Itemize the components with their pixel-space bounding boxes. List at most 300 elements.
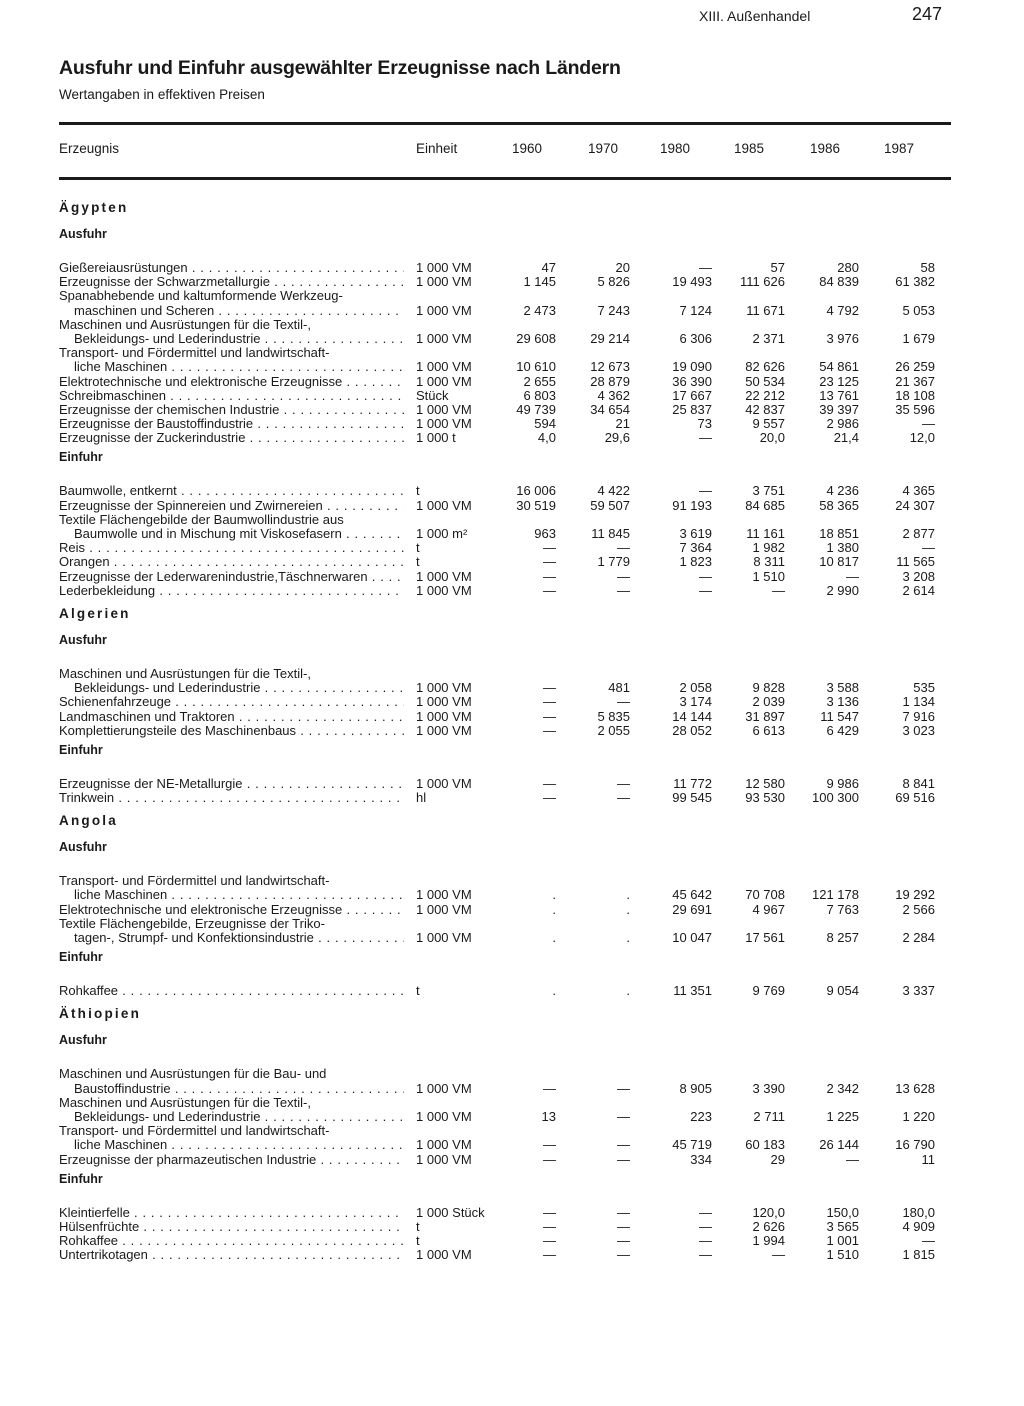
value-cell: — — [543, 1218, 556, 1234]
product-name: Schienenfahrzeuge . . . — [59, 695, 404, 709]
value-cell: — — [617, 582, 630, 598]
spacer — [0, 470, 1024, 484]
value-cell: 3 208 — [902, 568, 935, 584]
value-cell: 5 826 — [597, 274, 630, 290]
value-cell: 9 054 — [826, 983, 859, 999]
value-cell: — — [543, 554, 556, 570]
column-header-year: 1986 — [810, 141, 841, 156]
flow-heading: Einfuhr — [59, 950, 103, 965]
table-row — [0, 513, 1024, 527]
country-heading: Angola — [59, 813, 118, 829]
spacer — [0, 1053, 1024, 1067]
table-row — [0, 332, 1024, 346]
spacer — [0, 247, 1024, 261]
value-cell: 1 823 — [679, 554, 712, 570]
value-cell: — — [617, 1108, 630, 1124]
value-cell: 29 214 — [590, 330, 630, 346]
value-cell: 3 619 — [679, 526, 712, 541]
product-name: Transport- und Fördermittel und landwirtschaft- — [59, 346, 330, 361]
value-cell: 82 626 — [745, 359, 785, 375]
product-name: Elektrotechnische und elektronische Erzeugnisse . . . — [59, 375, 404, 389]
table-row — [0, 1096, 1024, 1110]
unit-cell: 1 000 VM — [416, 497, 472, 513]
value-cell: 26 259 — [895, 359, 935, 375]
product-name: Landmaschinen und Traktoren . . . — [59, 710, 404, 724]
value-cell: — — [617, 1080, 630, 1096]
value-cell: 8 311 — [753, 554, 785, 570]
unit-cell: Stück — [416, 387, 449, 403]
value-cell: 20 — [615, 260, 630, 275]
table-row — [0, 346, 1024, 360]
unit-cell: 1 000 VM — [416, 568, 472, 584]
unit-cell: 1 000 VM — [416, 887, 472, 903]
value-cell: 535 — [913, 680, 935, 696]
section-title: XIII. Außenhandel — [699, 8, 811, 24]
table-row — [0, 724, 1024, 738]
value-cell: 3 588 — [826, 680, 859, 696]
value-cell: 22 212 — [745, 387, 785, 403]
value-cell: — — [617, 568, 630, 584]
table-row — [0, 1082, 1024, 1096]
table-row — [0, 710, 1024, 724]
value-cell: 2 626 — [752, 1218, 785, 1234]
table-row — [0, 403, 1024, 417]
value-cell: — — [617, 1137, 630, 1153]
unit-cell: t — [416, 554, 420, 570]
value-cell: 69 516 — [895, 790, 935, 806]
value-cell: 9 769 — [752, 983, 785, 999]
value-cell: 99 545 — [672, 790, 712, 806]
value-cell: 73 — [697, 416, 712, 432]
value-cell: 36 390 — [672, 373, 712, 389]
value-cell: 12 580 — [745, 775, 785, 791]
unit-cell: 1 000 VM — [416, 582, 472, 598]
table-row — [0, 681, 1024, 695]
product-name: Orangen . . . — [59, 555, 404, 569]
product-name: Baustoffindustrie . . . — [74, 1082, 404, 1096]
product-name: Erzeugnisse der Spinnereien und Zwirnereien . . . — [59, 499, 404, 513]
table-row — [0, 289, 1024, 303]
product-name: Erzeugnisse der chemischen Industrie . . . — [59, 403, 404, 417]
value-cell: 2 473 — [523, 302, 556, 318]
value-cell: 14 144 — [672, 708, 712, 724]
value-cell: 17 667 — [672, 387, 712, 403]
table-row — [0, 1206, 1024, 1220]
product-name: tagen-, Strumpf- und Konfektionsindustrie . . . — [74, 931, 404, 945]
value-cell: 19 292 — [895, 887, 935, 903]
value-cell: 2 284 — [902, 930, 935, 945]
value-cell: 21 — [615, 416, 630, 432]
product-name: Bekleidungs- und Lederindustrie . . . — [74, 681, 404, 695]
table-row — [0, 304, 1024, 318]
value-cell: — — [543, 540, 556, 556]
spacer — [0, 763, 1024, 777]
value-cell: 39 397 — [819, 401, 859, 417]
flow-heading: Einfuhr — [59, 742, 103, 757]
value-cell: 61 382 — [895, 274, 935, 290]
value-cell: — — [543, 1204, 556, 1220]
value-cell: 4 909 — [902, 1218, 935, 1234]
value-cell: — — [772, 1247, 785, 1263]
product-name: liche Maschinen . . . — [74, 360, 404, 374]
product-name: Maschinen und Ausrüstungen für die Textil-, — [59, 666, 311, 681]
value-cell: 17 561 — [745, 930, 785, 945]
value-cell: 180,0 — [902, 1204, 935, 1220]
value-cell: 120,0 — [752, 1204, 785, 1220]
value-cell: 5 053 — [902, 302, 935, 318]
value-cell: 9 986 — [826, 775, 859, 791]
value-cell: — — [543, 708, 556, 724]
value-cell: — — [846, 1151, 859, 1167]
value-cell: 8 841 — [902, 775, 935, 791]
spacer — [0, 860, 1024, 874]
product-name: Lederbekleidung . . . — [59, 584, 404, 598]
value-cell: 150,0 — [826, 1204, 859, 1220]
value-cell: 481 — [608, 680, 630, 696]
value-cell: 11 845 — [591, 526, 630, 541]
page-number: 247 — [912, 4, 943, 24]
value-cell: 100 300 — [812, 790, 859, 806]
value-cell: 2 342 — [826, 1080, 859, 1096]
table-row — [0, 499, 1024, 513]
product-name: Transport- und Fördermittel und landwirtschaft- — [59, 1124, 330, 1139]
value-cell: 45 642 — [672, 887, 712, 903]
value-cell: 13 — [541, 1108, 556, 1124]
value-cell: 11 351 — [673, 983, 712, 999]
value-cell: 1 001 — [826, 1233, 859, 1249]
value-cell: 1 510 — [826, 1247, 859, 1263]
value-cell: 8 257 — [826, 930, 859, 945]
value-cell: 5 835 — [597, 708, 630, 724]
value-cell: 70 708 — [745, 887, 785, 903]
value-cell: . — [626, 887, 630, 903]
value-cell: 18 851 — [819, 526, 859, 541]
table-row — [0, 667, 1024, 681]
product-name: maschinen und Scheren . . . — [74, 304, 404, 318]
table-row — [0, 375, 1024, 389]
unit-cell: t — [416, 540, 420, 556]
value-cell: 10 817 — [819, 554, 859, 570]
product-name: Erzeugnisse der NE-Metallurgie . . . — [59, 777, 404, 791]
value-cell: — — [617, 694, 630, 710]
table-row — [0, 1138, 1024, 1152]
value-cell: . — [626, 901, 630, 917]
table-row — [0, 1110, 1024, 1124]
value-cell: — — [543, 1137, 556, 1153]
unit-cell: 1 000 VM — [416, 722, 472, 738]
value-cell: — — [699, 483, 712, 499]
value-cell: 4 967 — [752, 901, 785, 917]
value-cell: 7 763 — [826, 901, 859, 917]
value-cell: — — [543, 1080, 556, 1096]
value-cell: 1 982 — [752, 540, 785, 556]
product-name: Schreibmaschinen . . . — [59, 389, 404, 403]
column-header-year: 1960 — [512, 141, 543, 156]
unit-cell: 1 000 VM — [416, 260, 472, 275]
product-name: Bekleidungs- und Lederindustrie . . . — [74, 1110, 404, 1124]
value-cell: — — [699, 260, 712, 275]
country-heading: Äthiopien — [59, 1006, 142, 1022]
value-cell: 25 837 — [672, 401, 712, 417]
value-cell: 13 761 — [819, 387, 859, 403]
value-cell: 59 507 — [590, 497, 630, 513]
value-cell: 30 519 — [516, 497, 556, 513]
table-row — [0, 484, 1024, 498]
header-rule — [59, 177, 951, 180]
value-cell: 7 124 — [679, 302, 712, 318]
table-row — [0, 984, 1024, 998]
value-cell: 1 220 — [902, 1108, 935, 1124]
value-cell: . — [552, 887, 556, 903]
value-cell: 9 557 — [752, 416, 785, 432]
spacer — [0, 970, 1024, 984]
value-cell: 1 994 — [752, 1233, 785, 1249]
unit-cell: 1 000 VM — [416, 1151, 472, 1167]
table-row — [0, 555, 1024, 569]
value-cell: 29 — [770, 1151, 785, 1167]
spacer — [0, 1192, 1024, 1206]
value-cell: 11 161 — [746, 526, 785, 541]
value-cell: 3 751 — [752, 483, 785, 499]
value-cell: 29,6 — [604, 430, 630, 446]
column-header-unit: Einheit — [416, 141, 458, 156]
table-row — [0, 541, 1024, 555]
value-cell: . — [552, 930, 556, 945]
table-row — [0, 931, 1024, 945]
value-cell: — — [617, 775, 630, 791]
unit-cell: 1 000 VM — [416, 359, 472, 375]
value-cell: 11 671 — [746, 302, 785, 318]
unit-cell: 1 000 VM — [416, 708, 472, 724]
table-body — [0, 192, 1024, 1262]
value-cell: — — [617, 790, 630, 806]
value-cell: 6 306 — [679, 330, 712, 346]
value-cell: 29 691 — [672, 901, 712, 917]
product-name: Gießereiausrüstungen . . . — [59, 261, 404, 275]
unit-cell: 1 000 VM — [416, 1247, 472, 1263]
table-row — [0, 318, 1024, 332]
value-cell: 54 861 — [819, 359, 859, 375]
table-row — [0, 360, 1024, 374]
value-cell: 2 655 — [523, 373, 556, 389]
table-row — [0, 570, 1024, 584]
product-name: Maschinen und Ausrüstungen für die Textil-, — [59, 1095, 311, 1110]
value-cell: 1 145 — [523, 274, 556, 290]
product-name: Hülsenfrüchte . . . — [59, 1220, 404, 1234]
value-cell: 42 837 — [745, 401, 785, 417]
value-cell: 4 362 — [597, 387, 630, 403]
value-cell: 58 — [920, 260, 935, 275]
value-cell: 21 367 — [895, 373, 935, 389]
value-cell: 45 719 — [672, 1137, 712, 1153]
value-cell: 16 006 — [516, 483, 556, 499]
product-name: Erzeugnisse der Lederwarenindustrie,Täschnerwaren . . . — [59, 570, 404, 584]
table-row — [0, 888, 1024, 902]
unit-cell: 1 000 VM — [416, 775, 472, 791]
value-cell: 58 365 — [819, 497, 859, 513]
product-name: Bekleidungs- und Lederindustrie . . . — [74, 332, 404, 346]
value-cell: 20,0 — [759, 430, 785, 446]
value-cell: 2 371 — [752, 330, 785, 346]
unit-cell: 1 000 VM — [416, 1137, 472, 1153]
unit-cell: 1 000 VM — [416, 401, 472, 417]
value-cell: 84 839 — [819, 274, 859, 290]
value-cell: 4 236 — [826, 483, 859, 499]
value-cell: 12,0 — [909, 430, 935, 446]
product-name: Reis . . . — [59, 541, 404, 555]
value-cell: 91 193 — [672, 497, 712, 513]
value-cell: — — [699, 430, 712, 446]
product-name: liche Maschinen . . . — [74, 888, 404, 902]
value-cell: — — [699, 568, 712, 584]
product-name: Rohkaffee . . . — [59, 984, 404, 998]
value-cell: — — [543, 694, 556, 710]
value-cell: 2 566 — [902, 901, 935, 917]
unit-cell: 1 000 VM — [416, 1108, 472, 1124]
unit-cell: 1 000 Stück — [416, 1204, 485, 1220]
unit-cell: 1 000 VM — [416, 930, 472, 945]
unit-cell: t — [416, 1233, 420, 1249]
value-cell: — — [846, 568, 859, 584]
unit-cell: 1 000 VM — [416, 302, 472, 318]
product-name: Komplettierungsteile des Maschinenbaus . . . — [59, 724, 404, 738]
country-heading: Ägypten — [59, 200, 129, 215]
unit-cell: 1 000 VM — [416, 1080, 472, 1096]
column-header-year: 1987 — [884, 141, 915, 156]
top-rule — [59, 122, 951, 125]
product-name: Trinkwein . . . — [59, 791, 404, 805]
value-cell: 23 125 — [819, 373, 859, 389]
value-cell: 28 879 — [590, 373, 630, 389]
flow-heading: Ausfuhr — [59, 1033, 107, 1048]
product-name: Baumwolle, entkernt . . . — [59, 484, 404, 498]
value-cell: 4,0 — [537, 430, 556, 446]
value-cell: 6 803 — [523, 387, 556, 403]
flow-heading: Ausfuhr — [59, 632, 107, 647]
value-cell: 3 337 — [902, 983, 935, 999]
value-cell: 2 058 — [679, 680, 712, 696]
value-cell: 34 654 — [590, 401, 630, 417]
unit-cell: t — [416, 483, 420, 499]
value-cell: 1 134 — [902, 694, 935, 710]
product-name: Erzeugnisse der Zuckerindustrie . . . — [59, 431, 404, 445]
product-name: Maschinen und Ausrüstungen für die Bau- und — [59, 1067, 327, 1082]
value-cell: . — [552, 983, 556, 999]
product-name: Textile Flächengebilde der Baumwollindustrie aus — [59, 512, 344, 527]
value-cell: . — [626, 930, 630, 945]
value-cell: — — [617, 1233, 630, 1249]
column-header-year: 1970 — [588, 141, 619, 156]
value-cell: — — [617, 1151, 630, 1167]
unit-cell: 1 000 VM — [416, 274, 472, 290]
product-name: Elektrotechnische und elektronische Erzeugnisse . . . — [59, 903, 404, 917]
table-row — [0, 791, 1024, 805]
table-row — [0, 777, 1024, 791]
unit-cell: t — [416, 983, 420, 999]
value-cell: 2 039 — [752, 694, 785, 710]
value-cell: 18 108 — [895, 387, 935, 403]
product-name: Baumwolle und in Mischung mit Viskosefasern . . . — [74, 527, 404, 541]
value-cell: 35 596 — [895, 401, 935, 417]
value-cell: — — [699, 1204, 712, 1220]
value-cell: — — [543, 1151, 556, 1167]
value-cell: 60 183 — [745, 1137, 785, 1153]
value-cell: 11 772 — [673, 775, 712, 791]
value-cell: 9 828 — [752, 680, 785, 696]
value-cell: 3 174 — [679, 694, 712, 710]
product-name: Kleintierfelle . . . — [59, 1206, 404, 1220]
value-cell: 121 178 — [812, 887, 859, 903]
value-cell: 2 055 — [597, 722, 630, 738]
unit-cell: 1 000 VM — [416, 901, 472, 917]
unit-cell: 1 000 m² — [416, 526, 468, 541]
unit-cell: 1 000 VM — [416, 694, 472, 710]
value-cell: 31 897 — [745, 708, 785, 724]
value-cell: — — [543, 680, 556, 696]
value-cell: — — [617, 1204, 630, 1220]
table-row — [0, 1067, 1024, 1081]
value-cell: — — [543, 582, 556, 598]
value-cell: 7 243 — [597, 302, 630, 318]
product-name: Spanabhebende und kaltumformende Werkzeug- — [59, 289, 343, 304]
value-cell: 1 510 — [752, 568, 785, 584]
value-cell: — — [922, 1233, 935, 1249]
value-cell: 10 047 — [672, 930, 712, 945]
value-cell: 2 990 — [826, 582, 859, 598]
value-cell: 1 815 — [902, 1247, 935, 1263]
value-cell: 1 225 — [826, 1108, 859, 1124]
value-cell: 2 614 — [902, 582, 935, 598]
value-cell: 21,4 — [833, 430, 859, 446]
table-row — [0, 1124, 1024, 1138]
flow-heading: Ausfuhr — [59, 227, 107, 241]
table-row — [0, 1248, 1024, 1262]
value-cell: 2 711 — [753, 1108, 785, 1124]
page-header — [0, 4, 1024, 32]
flow-heading: Ausfuhr — [59, 840, 107, 855]
value-cell: 50 534 — [745, 373, 785, 389]
product-name: Transport- und Fördermittel und landwirtschaft- — [59, 874, 330, 889]
value-cell: 26 144 — [819, 1137, 859, 1153]
product-name: Maschinen und Ausrüstungen für die Textil-, — [59, 317, 311, 332]
value-cell: 11 547 — [820, 708, 859, 724]
value-cell: 594 — [534, 416, 556, 432]
product-name: liche Maschinen . . . — [74, 1138, 404, 1152]
value-cell: 24 307 — [895, 497, 935, 513]
table-row — [0, 903, 1024, 917]
value-cell: 3 565 — [826, 1218, 859, 1234]
product-name: Untertrikotagen . . . — [59, 1248, 404, 1262]
value-cell: 28 052 — [672, 722, 712, 738]
value-cell: 1 679 — [902, 330, 935, 346]
value-cell: 6 613 — [752, 722, 785, 738]
value-cell: — — [543, 790, 556, 806]
page-title: Ausfuhr und Einfuhr ausgewählter Erzeugnisse nach Ländern — [59, 57, 621, 79]
table-row — [0, 275, 1024, 289]
value-cell: 7 916 — [902, 708, 935, 724]
value-cell: 1 380 — [826, 540, 859, 556]
value-cell: 49 739 — [516, 401, 556, 417]
value-cell: 1 779 — [597, 554, 630, 570]
value-cell: 3 390 — [752, 1080, 785, 1096]
value-cell: — — [922, 540, 935, 556]
value-cell: 2 877 — [902, 526, 935, 541]
value-cell: 4 422 — [597, 483, 630, 499]
flow-heading: Einfuhr — [59, 450, 103, 465]
value-cell: 8 905 — [679, 1080, 712, 1096]
column-header-year: 1985 — [734, 141, 765, 156]
table-row — [0, 417, 1024, 431]
